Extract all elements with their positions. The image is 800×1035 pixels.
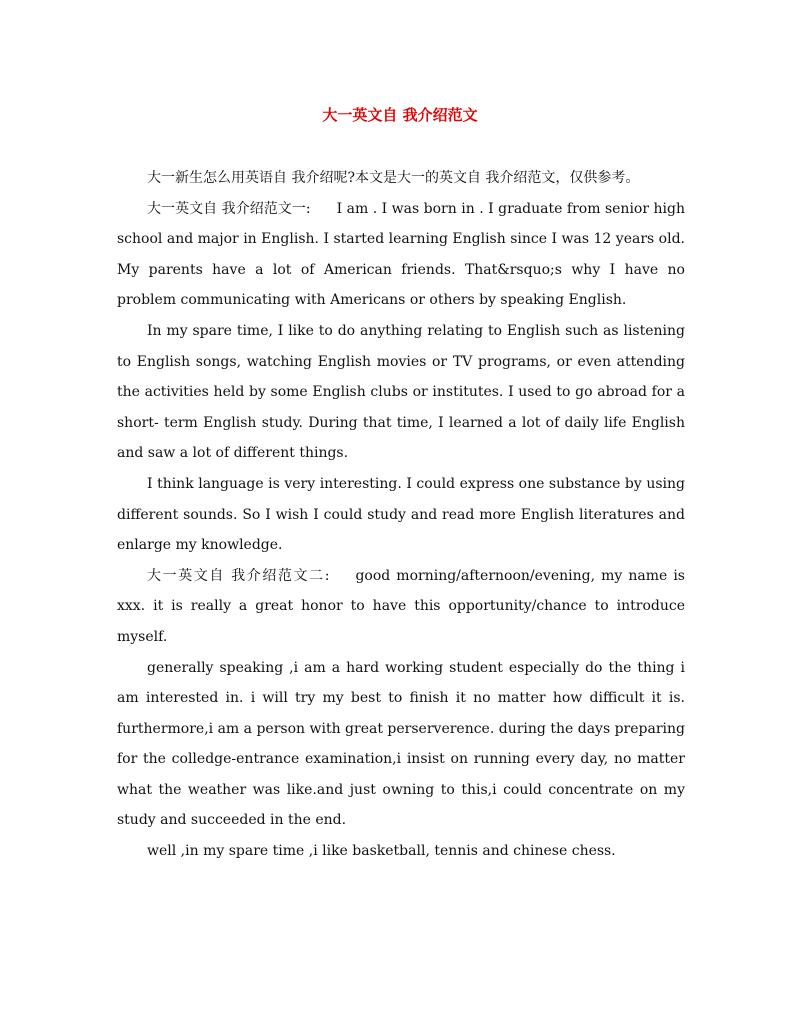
- sample2-paragraph-2: generally speaking ,i am a hard working student especially do the thing i am interested in. i will try my best to finish it no matter how difficult it is. furthermore,i am a person with great perserverence. during the days preparing for the colledge-entrance examination,i insist on running every day, no matter what the weather was like.and just owning to this,i could concentrate on my study and succeeded in the end.: [117, 659, 685, 829]
- sample2-first-paragraph: [117, 561, 685, 653]
- document-body: [117, 163, 685, 867]
- sample1-paragraph-2: In my spare time, I like to do anything relating to English such as listening to English songs, watching English movies or TV programs, or even attending the activities held by some English clubs or institutes. I used to go abroad for a short- term English study. During that time, I learned a lot of daily life English and saw a lot of different things.: [117, 322, 685, 462]
- sample2-paragraph-1: good morning/afternoon/evening, my name is xxx. it is really a great honor to have this opportunity/chance to introduce myself.: [117, 567, 685, 645]
- sample2-paragraph-3: well ,in my spare time ,i like basketball, tennis and chinese chess.: [147, 843, 616, 860]
- sample1-first-paragraph: [117, 194, 685, 316]
- sample1-paragraph-1: I am . I was born in . I graduate from senior high school and major in English. I started learning English since I was 12 years old. My parents have a lot of American friends. That&rsquo;s why I have no problem communicating with Americans or others by speaking English.: [117, 200, 686, 309]
- document-title: 大一英文自 我介绍范文: [322, 106, 478, 124]
- intro-paragraph: 大一新生怎么用英语自 我介绍呢?本文是大一的英文自 我介绍范文，仅供参考。: [147, 170, 640, 186]
- sample2-label: 大一英文自 我介绍范文二:: [147, 567, 330, 584]
- sample1-paragraph-3: I think language is very interesting. I could express one substance by using different sounds. So I wish I could study and read more English literatures and enlarge my knowledge.: [117, 475, 685, 554]
- sample1-label: 大一英文自 我介绍范文一:: [147, 200, 311, 217]
